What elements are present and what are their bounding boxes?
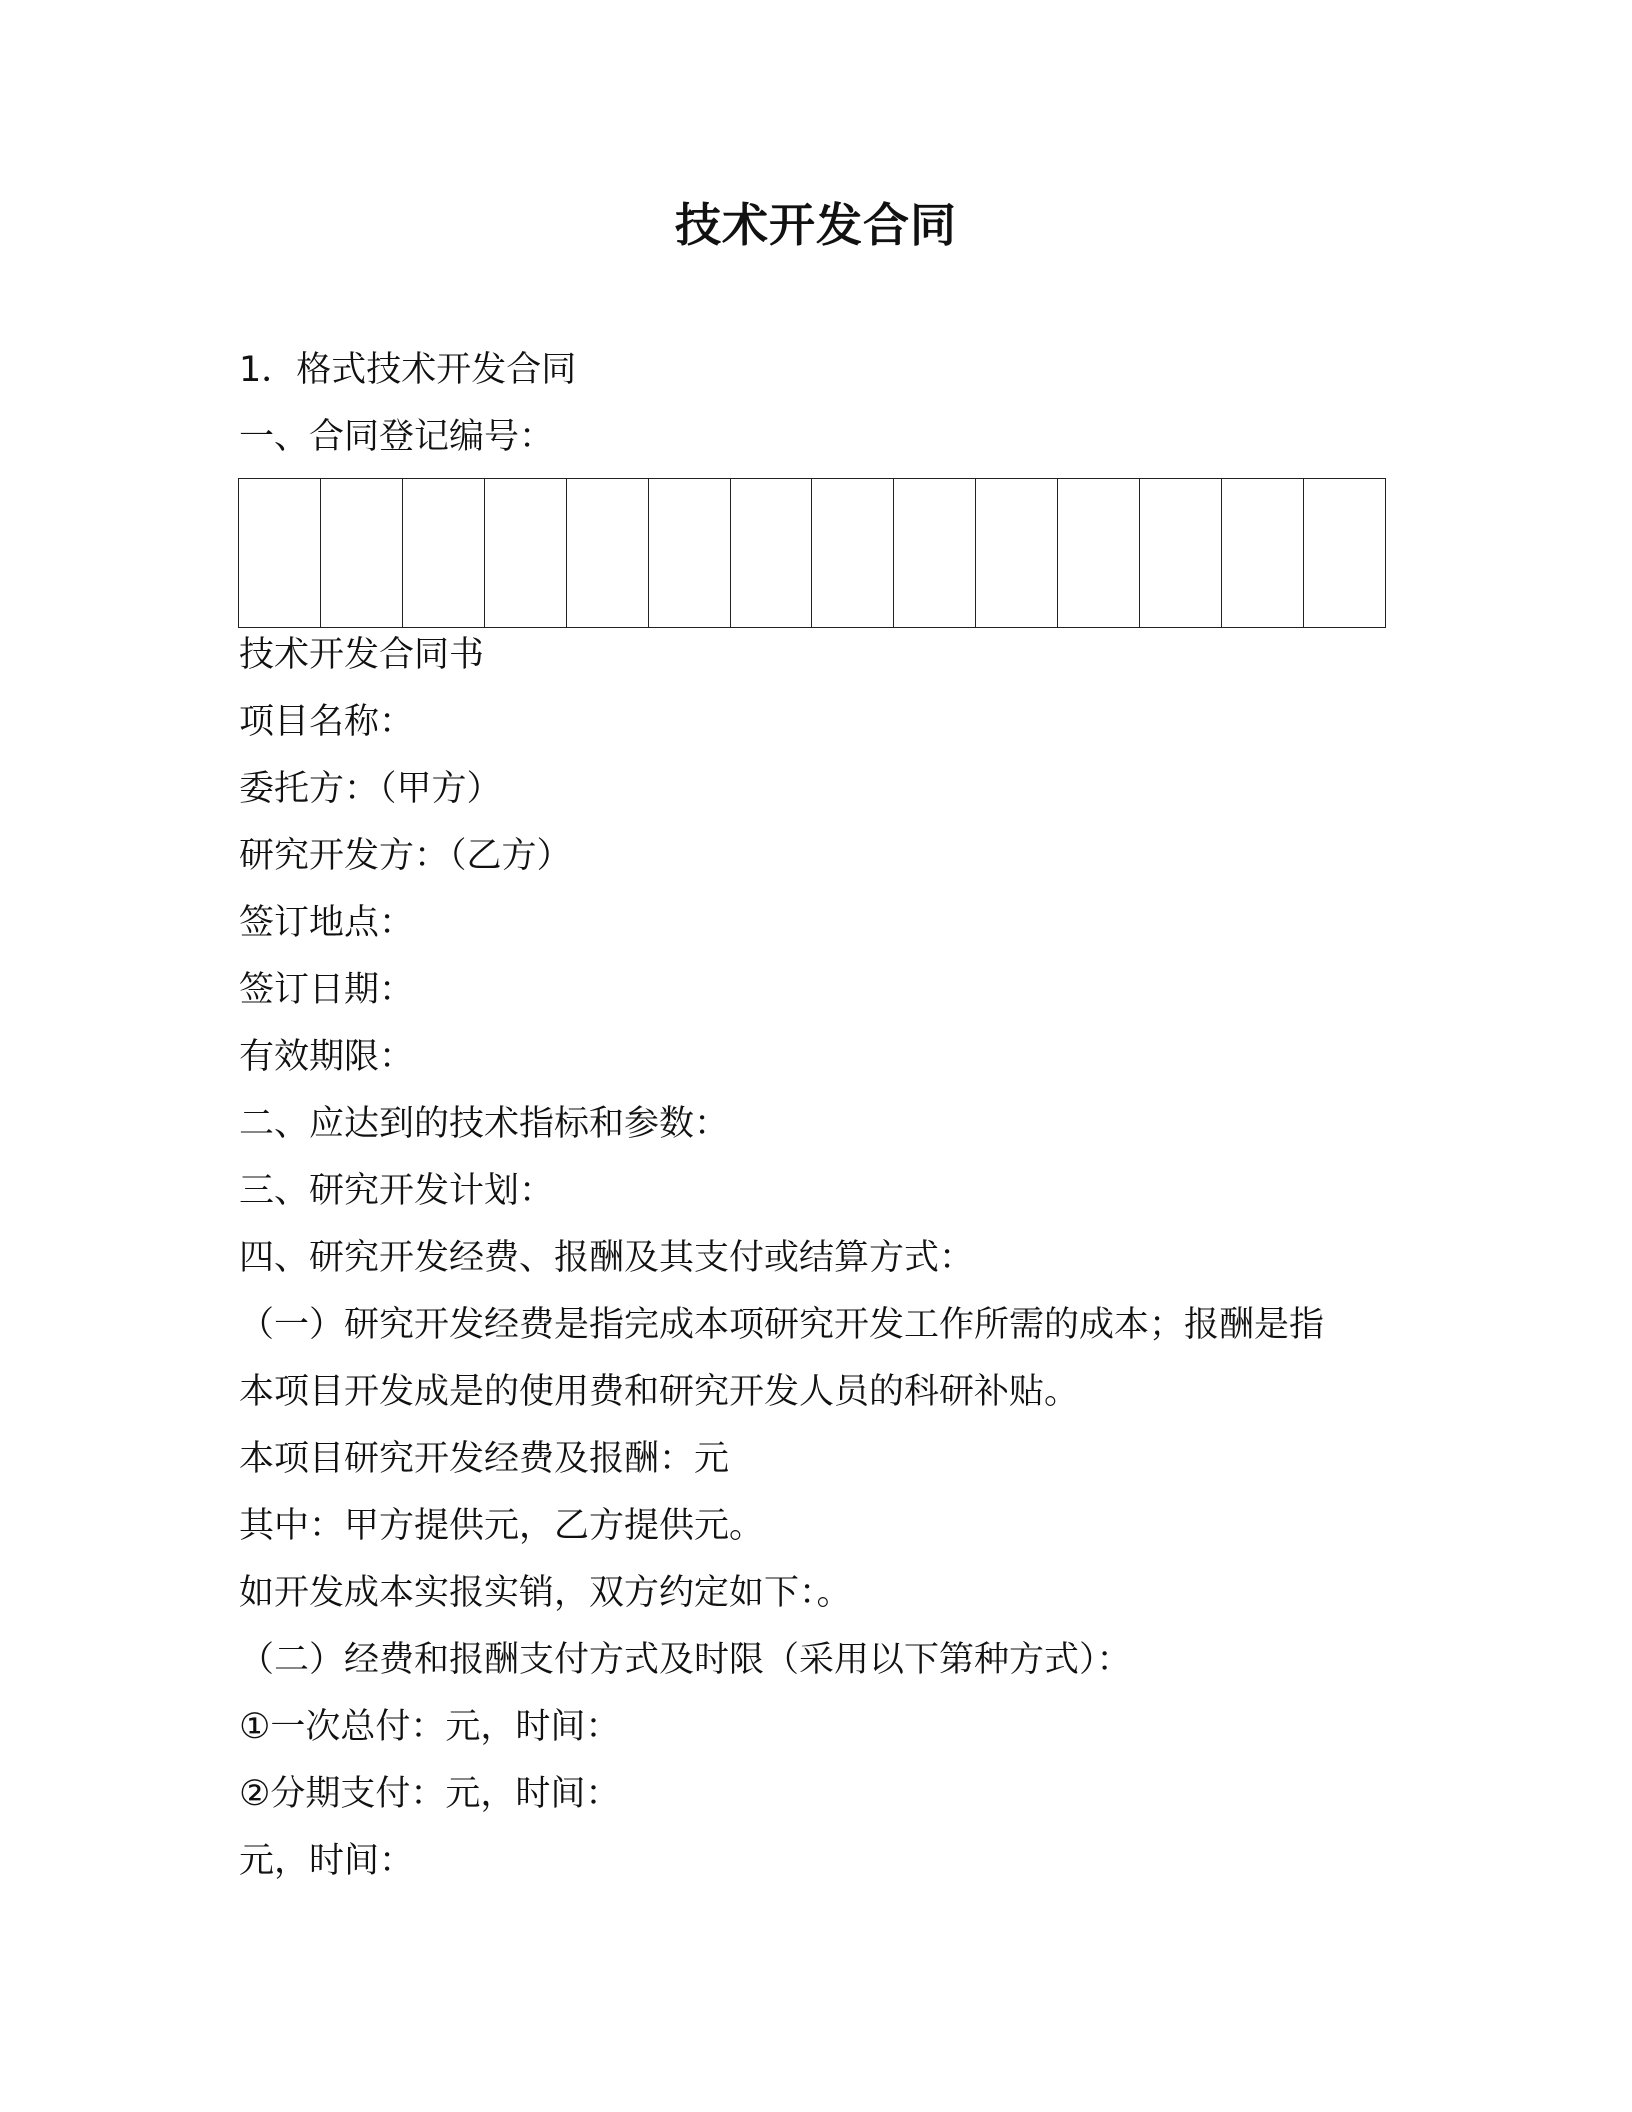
fee-split-line: 其中：甲方提供元，乙方提供元。: [239, 1506, 765, 1546]
registration-cell: [1304, 479, 1385, 627]
registration-cell: [894, 479, 976, 627]
registration-cell: [403, 479, 485, 627]
paragraph-1-line-1: （一）研究开发经费是指完成本项研究开发工作所需的成本；报酬是指: [239, 1305, 1325, 1345]
pay-once-line: ①一次总付：元，时间：: [239, 1707, 621, 1747]
paragraph-1-line-2: 本项目开发成是的使用费和研究开发人员的科研补贴。: [239, 1372, 1080, 1412]
section-4-heading: 四、研究开发经费、报酬及其支付或结算方式：: [239, 1238, 975, 1278]
registration-cell: [731, 479, 813, 627]
pay-installment-line: ②分期支付：元，时间：: [239, 1774, 621, 1814]
registration-number-label: 一、合同登记编号：: [239, 417, 555, 457]
registration-cell: [1140, 479, 1222, 627]
contract-book-heading: 技术开发合同书: [239, 635, 485, 675]
fee-total-line: 本项目研究开发经费及报酬：元: [239, 1439, 730, 1479]
sign-place-field: 签订地点：: [239, 903, 415, 943]
developer-party-field: 研究开发方：（乙方）: [239, 836, 572, 876]
registration-cell: [812, 479, 894, 627]
registration-cell: [239, 479, 321, 627]
section-format-heading: 1．格式技术开发合同: [239, 350, 577, 390]
registration-cell: [1058, 479, 1140, 627]
registration-cell: [1222, 479, 1304, 627]
registration-cell: [976, 479, 1058, 627]
pay-more-line: 元，时间：: [239, 1841, 415, 1881]
registration-cell: [321, 479, 403, 627]
registration-cell: [485, 479, 567, 627]
section-3-heading: 三、研究开发计划：: [239, 1171, 555, 1211]
registration-number-grid: [238, 478, 1386, 628]
client-party-field: 委托方：（甲方）: [239, 769, 502, 809]
project-name-field: 项目名称：: [239, 702, 415, 742]
paragraph-2-line: （二）经费和报酬支付方式及时限（采用以下第种方式）：: [239, 1640, 1132, 1680]
registration-cell: [567, 479, 649, 627]
validity-field: 有效期限：: [239, 1037, 415, 1077]
registration-cell: [649, 479, 731, 627]
fee-actual-line: 如开发成本实报实销，双方约定如下：。: [239, 1573, 852, 1613]
section-2-heading: 二、应达到的技术指标和参数：: [239, 1104, 730, 1144]
document-title: 技术开发合同: [675, 198, 957, 252]
sign-date-field: 签订日期：: [239, 970, 415, 1010]
